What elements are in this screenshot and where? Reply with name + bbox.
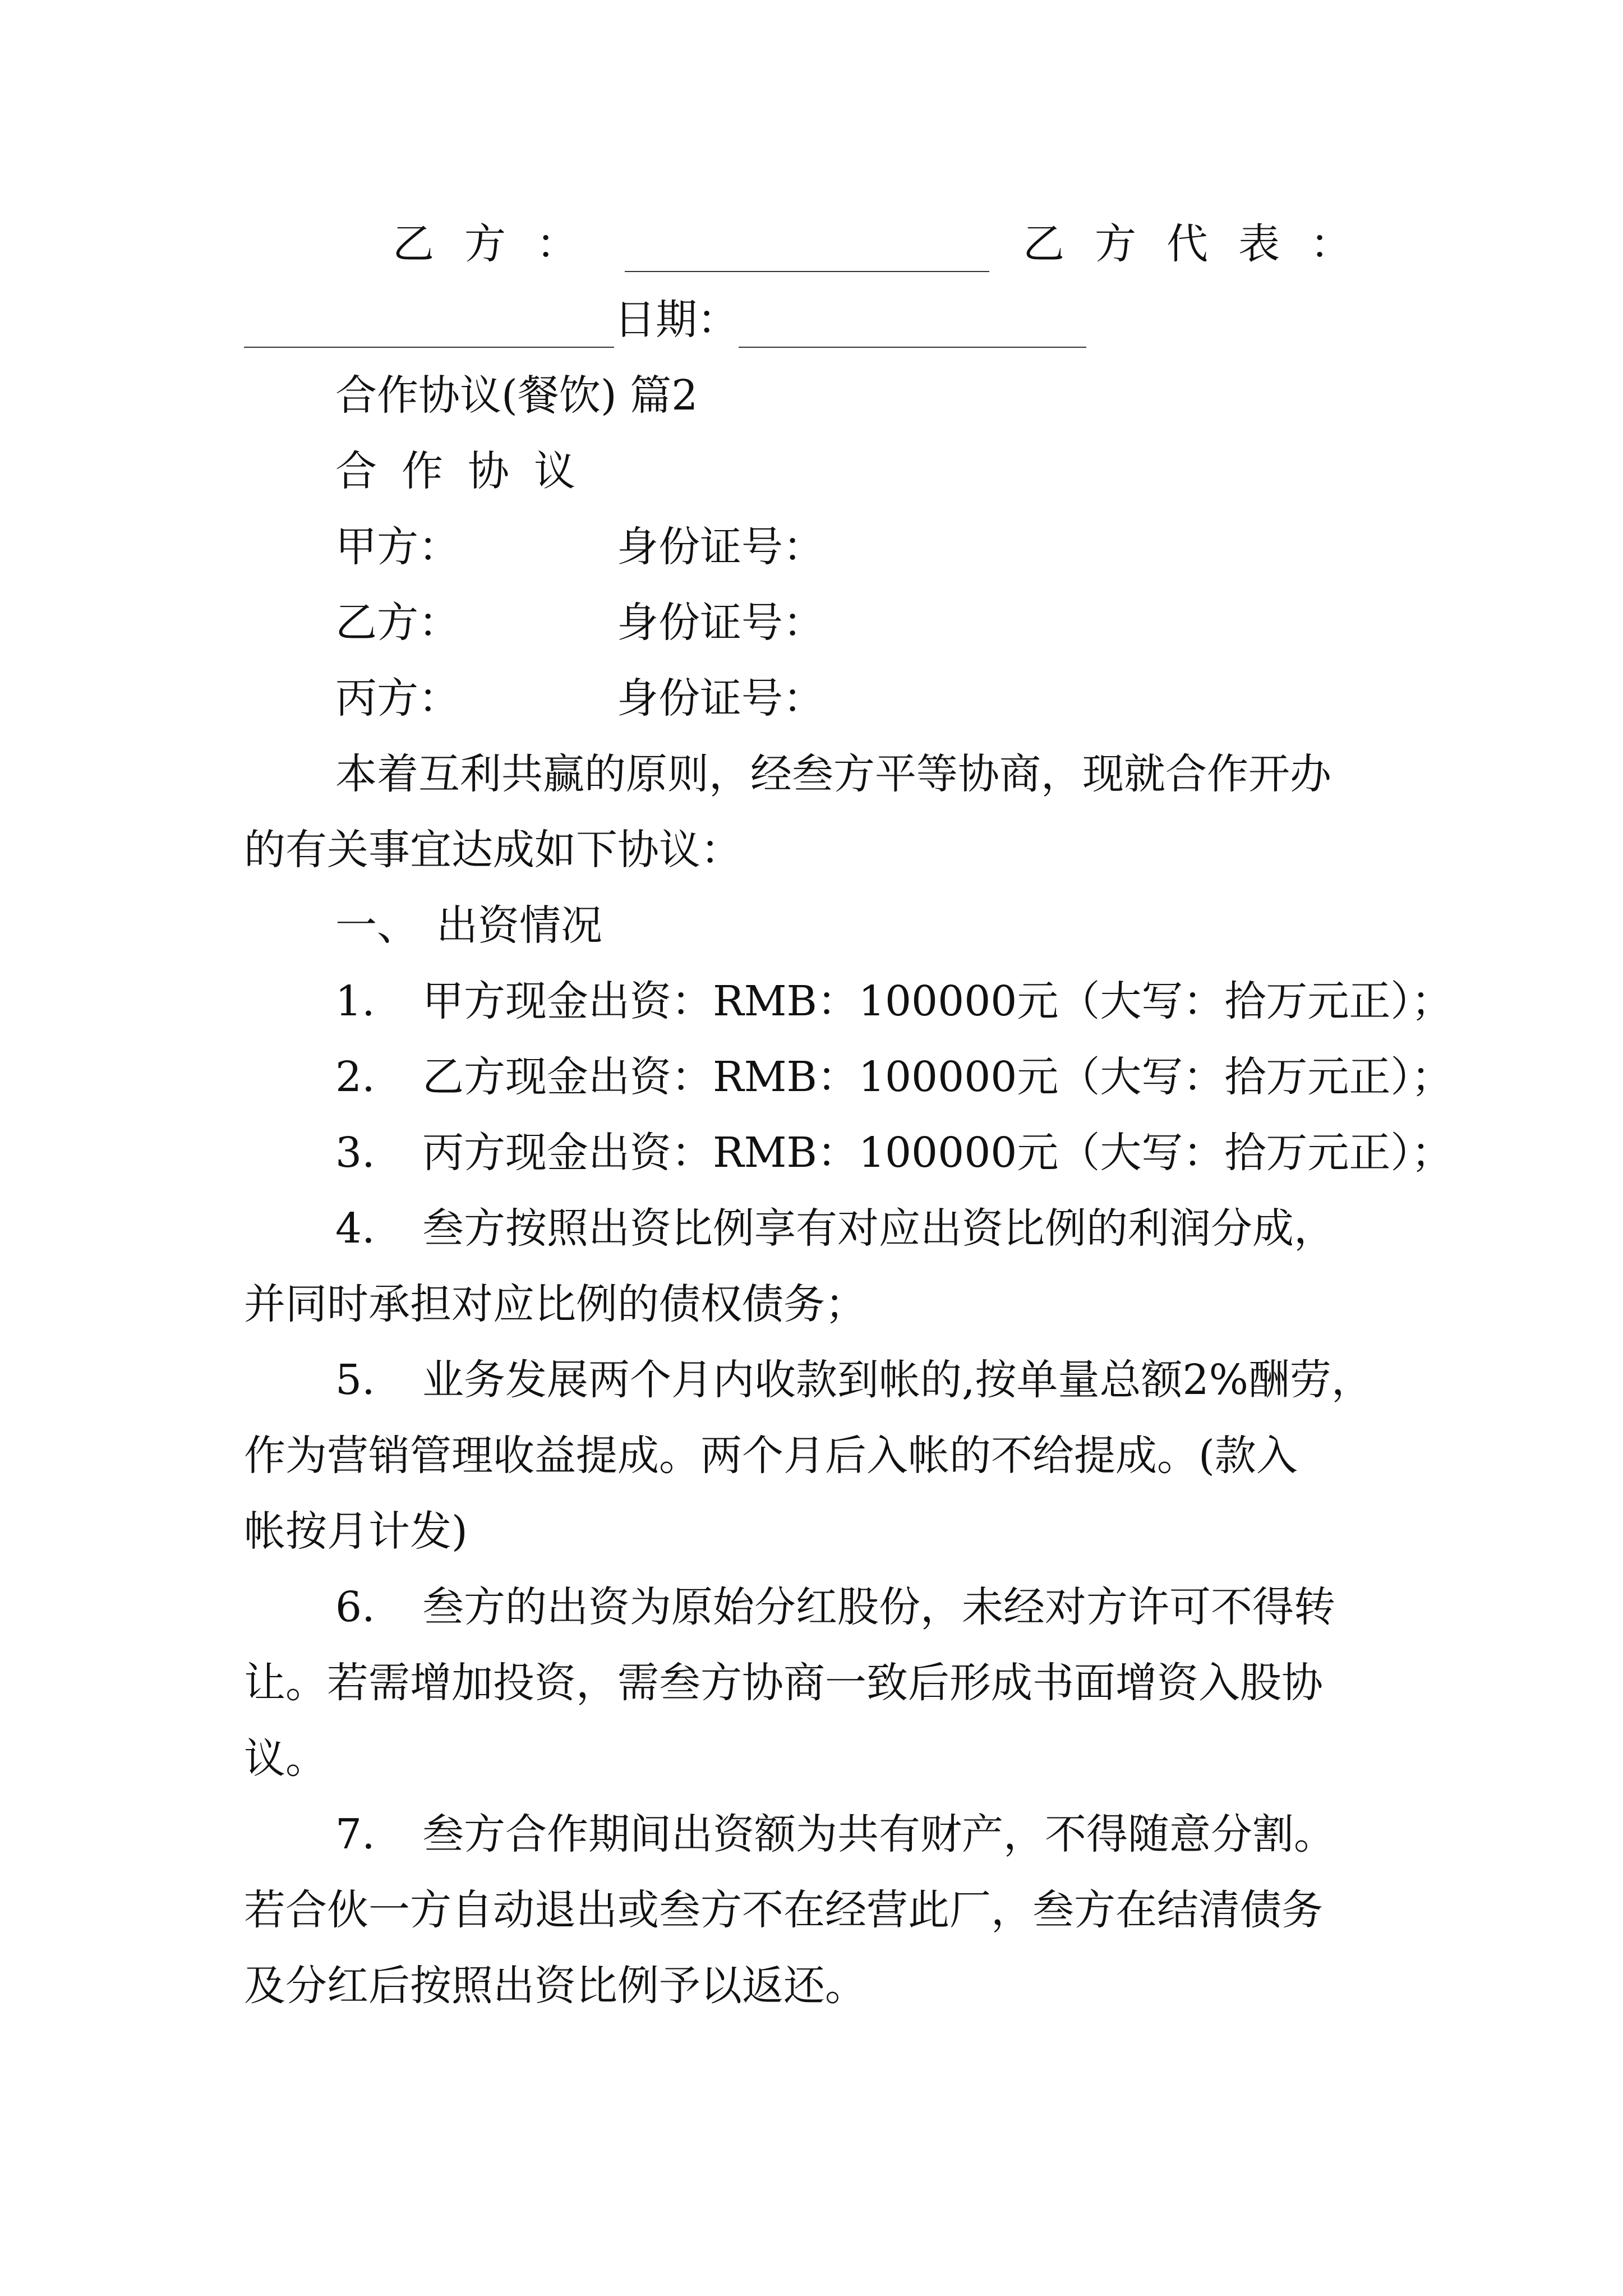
party-row-bing [335,670,824,726]
date-blank [739,303,1086,348]
party-label: 甲方： [335,523,460,571]
date-signature-line [244,292,1086,348]
item-text: 甲方现金出资：RMB：100000元（大写：拾万元正）； [422,977,1453,1025]
agreement-title: 合作协议 [335,447,600,495]
list-item-6 [335,1579,1335,1635]
list-item-7-cont-1: 若合伙一方自动退出或叁方不在经营此厂，叁方在结清债务 [244,1886,1323,1934]
intro-line-1: 本着互利共赢的原则，经叁方平等协商，现就合作开办 [335,750,1331,798]
item-number: 5. [335,1356,375,1404]
list-item-5-cont-1: 作为营销管理收益提成。两个月后入帐的不给提成。(款入 [244,1432,1298,1480]
intro-line-2: 的有关事宜达成如下协议： [244,826,742,874]
item-text: 丙方现金出资：RMB：100000元（大写：拾万元正）； [422,1129,1453,1177]
section-heading [335,898,602,954]
item-text: 叁方按照出资比例享有对应出资比例的利润分成， [422,1204,1335,1253]
list-item-4 [335,1200,1335,1257]
item-number: 2. [335,1053,375,1101]
list-item-6-cont-2: 议。 [244,1734,327,1783]
list-item-4-cont: 并同时承担对应比例的债权债务； [244,1280,866,1328]
section-number: 一、 [335,901,418,950]
item-number: 4. [335,1204,375,1253]
party-b-rep-label: 乙方代表： [1023,220,1382,268]
list-item-2 [335,1049,1453,1105]
party-label: 丙方： [335,674,460,723]
list-item-5-cont-2: 帐按月计发) [244,1507,468,1556]
list-item-3 [335,1125,1453,1181]
id-label: 身份证号： [617,674,824,723]
party-row-jia [335,519,824,575]
party-b-label: 乙方： [393,220,608,268]
party-b-signature-line [393,216,1382,272]
list-item-5 [335,1352,1373,1408]
item-text: 叁方合作期间出资额为共有财产，不得随意分割。 [422,1810,1335,1858]
party-label: 乙方： [335,599,460,647]
item-text: 业务发展两个月内收款到帐的,按单量总额2%酬劳， [422,1356,1373,1404]
id-label: 身份证号： [617,599,824,647]
id-label: 身份证号： [617,523,824,571]
party-row-yi [335,595,824,651]
list-item-1 [335,973,1453,1029]
list-item-7-cont-2: 及分红后按照出资比例予以返还。 [244,1962,866,2010]
rep-blank [244,303,614,348]
item-number: 3. [335,1129,375,1177]
party-b-blank [625,227,989,272]
item-number: 7. [335,1810,375,1858]
agreement-heading: 合作协议(餐饮) 篇2 [335,371,698,420]
item-text: 叁方的出资为原始分红股份，未经对方许可不得转 [422,1583,1335,1631]
item-number: 6. [335,1583,375,1631]
section-title: 出资情况 [436,901,602,950]
list-item-6-cont-1: 让。若需增加投资，需叁方协商一致后形成书面增资入股协 [244,1659,1323,1707]
item-text: 乙方现金出资：RMB：100000元（大写：拾万元正）； [422,1053,1453,1101]
list-item-7 [335,1806,1335,1862]
date-label: 日期： [614,296,739,344]
item-number: 1. [335,977,375,1025]
